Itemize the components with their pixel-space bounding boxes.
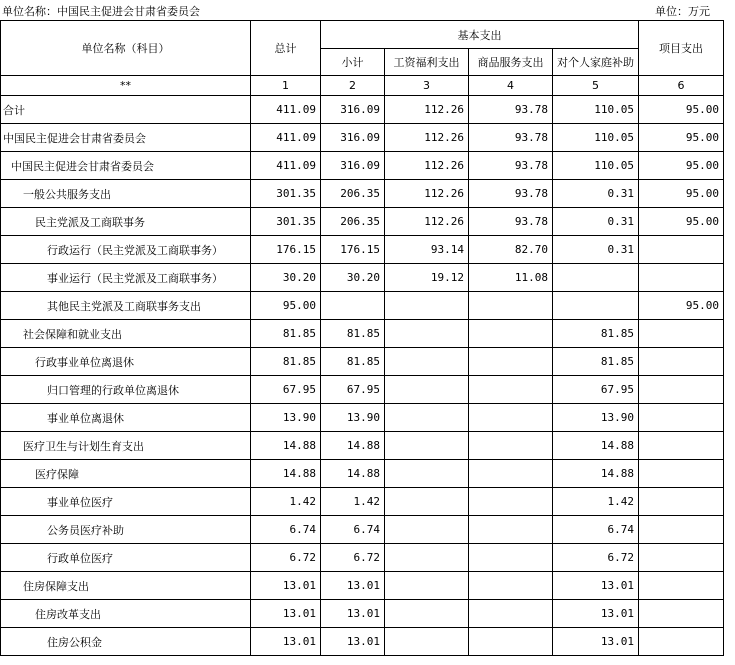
row-total-cell: 301.35 — [251, 180, 321, 208]
row-project-cell — [639, 600, 724, 628]
header-row-1 — [1, 21, 724, 49]
row-goods-cell — [469, 432, 553, 460]
row-salary-cell: 112.26 — [385, 124, 469, 152]
row-goods-cell: 11.08 — [469, 264, 553, 292]
col-header-subtotal: 小计 — [321, 49, 385, 76]
index-row — [1, 76, 724, 96]
row-project-cell: 95.00 — [639, 180, 724, 208]
unit-name-label: 单位名称：中国民主促进会甘肃省委员会 — [2, 5, 200, 18]
row-salary-cell — [385, 432, 469, 460]
row-project-cell: 95.00 — [639, 208, 724, 236]
row-personal-cell: 110.05 — [553, 124, 639, 152]
row-project-cell — [639, 460, 724, 488]
budget-table — [0, 20, 724, 656]
row-goods-cell — [469, 516, 553, 544]
index-cell: 2 — [321, 76, 385, 96]
row-salary-cell: 93.14 — [385, 236, 469, 264]
row-goods-cell — [469, 544, 553, 572]
row-personal-cell: 13.01 — [553, 572, 639, 600]
row-subtotal-cell: 316.09 — [321, 96, 385, 124]
row-name-cell: 归口管理的行政单位离退休 — [1, 376, 251, 404]
row-total-cell: 176.15 — [251, 236, 321, 264]
table-row — [1, 404, 724, 432]
row-personal-cell: 13.01 — [553, 600, 639, 628]
row-name-cell: 事业单位医疗 — [1, 488, 251, 516]
row-goods-cell — [469, 320, 553, 348]
row-subtotal-cell: 14.88 — [321, 432, 385, 460]
row-name-cell: 公务员医疗补助 — [1, 516, 251, 544]
row-name-cell: 合计 — [1, 96, 251, 124]
row-subtotal-cell: 13.01 — [321, 628, 385, 656]
row-goods-cell — [469, 348, 553, 376]
row-salary-cell — [385, 572, 469, 600]
row-total-cell: 13.01 — [251, 628, 321, 656]
index-cell: 5 — [553, 76, 639, 96]
row-name-cell: 中国民主促进会甘肃省委员会 — [1, 152, 251, 180]
row-salary-cell — [385, 320, 469, 348]
row-salary-cell — [385, 544, 469, 572]
row-personal-cell: 0.31 — [553, 208, 639, 236]
row-subtotal-cell: 1.42 — [321, 488, 385, 516]
table-row — [1, 544, 724, 572]
row-total-cell: 14.88 — [251, 460, 321, 488]
row-project-cell — [639, 432, 724, 460]
row-salary-cell — [385, 460, 469, 488]
row-goods-cell: 93.78 — [469, 152, 553, 180]
budget-table-body — [1, 96, 724, 656]
row-project-cell — [639, 488, 724, 516]
table-row — [1, 432, 724, 460]
table-row — [1, 96, 724, 124]
row-personal-cell: 13.90 — [553, 404, 639, 432]
row-total-cell: 81.85 — [251, 320, 321, 348]
row-subtotal-cell: 316.09 — [321, 152, 385, 180]
col-header-name: 单位名称（科目） — [1, 21, 251, 76]
row-subtotal-cell: 206.35 — [321, 208, 385, 236]
row-subtotal-cell: 6.74 — [321, 516, 385, 544]
row-total-cell: 95.00 — [251, 292, 321, 320]
row-project-cell: 95.00 — [639, 152, 724, 180]
table-row — [1, 208, 724, 236]
row-subtotal-cell: 81.85 — [321, 348, 385, 376]
row-project-cell — [639, 516, 724, 544]
row-goods-cell — [469, 600, 553, 628]
row-total-cell: 14.88 — [251, 432, 321, 460]
row-subtotal-cell: 316.09 — [321, 124, 385, 152]
col-header-personal: 对个人家庭补助 — [553, 49, 639, 76]
row-personal-cell: 110.05 — [553, 152, 639, 180]
row-personal-cell: 14.88 — [553, 460, 639, 488]
table-row — [1, 124, 724, 152]
row-goods-cell: 93.78 — [469, 96, 553, 124]
index-cell: 1 — [251, 76, 321, 96]
row-salary-cell — [385, 404, 469, 432]
table-row — [1, 600, 724, 628]
row-name-cell: 事业运行（民主党派及工商联事务） — [1, 264, 251, 292]
row-name-cell: 行政事业单位离退休 — [1, 348, 251, 376]
row-salary-cell: 112.26 — [385, 96, 469, 124]
row-name-cell: 一般公共服务支出 — [1, 180, 251, 208]
row-total-cell: 13.01 — [251, 572, 321, 600]
row-project-cell — [639, 544, 724, 572]
table-row — [1, 460, 724, 488]
row-goods-cell — [469, 460, 553, 488]
row-salary-cell — [385, 292, 469, 320]
row-name-cell: 民主党派及工商联事务 — [1, 208, 251, 236]
table-row — [1, 320, 724, 348]
row-goods-cell — [469, 488, 553, 516]
row-personal-cell — [553, 292, 639, 320]
row-total-cell: 301.35 — [251, 208, 321, 236]
row-name-cell: 社会保障和就业支出 — [1, 320, 251, 348]
row-total-cell: 13.01 — [251, 600, 321, 628]
row-salary-cell: 19.12 — [385, 264, 469, 292]
table-row — [1, 628, 724, 656]
row-name-cell: 行政运行（民主党派及工商联事务） — [1, 236, 251, 264]
row-subtotal-cell: 206.35 — [321, 180, 385, 208]
row-total-cell: 1.42 — [251, 488, 321, 516]
row-subtotal-cell — [321, 292, 385, 320]
index-cell: 4 — [469, 76, 553, 96]
row-name-cell: 其他民主党派及工商联事务支出 — [1, 292, 251, 320]
row-goods-cell: 93.78 — [469, 124, 553, 152]
table-row — [1, 236, 724, 264]
row-total-cell: 6.74 — [251, 516, 321, 544]
row-name-cell: 事业单位离退休 — [1, 404, 251, 432]
row-name-cell: 住房公积金 — [1, 628, 251, 656]
row-goods-cell — [469, 292, 553, 320]
row-subtotal-cell: 14.88 — [321, 460, 385, 488]
row-project-cell: 95.00 — [639, 124, 724, 152]
row-personal-cell: 6.74 — [553, 516, 639, 544]
row-salary-cell — [385, 376, 469, 404]
row-project-cell — [639, 236, 724, 264]
row-project-cell — [639, 264, 724, 292]
row-personal-cell: 81.85 — [553, 348, 639, 376]
row-subtotal-cell: 6.72 — [321, 544, 385, 572]
row-personal-cell: 81.85 — [553, 320, 639, 348]
report-header — [0, 0, 735, 22]
row-project-cell: 95.00 — [639, 96, 724, 124]
row-project-cell — [639, 572, 724, 600]
row-salary-cell: 112.26 — [385, 180, 469, 208]
table-row — [1, 516, 724, 544]
row-salary-cell — [385, 516, 469, 544]
table-row — [1, 572, 724, 600]
row-name-cell: 中国民主促进会甘肃省委员会 — [1, 124, 251, 152]
row-name-cell: 住房保障支出 — [1, 572, 251, 600]
table-row — [1, 376, 724, 404]
row-salary-cell: 112.26 — [385, 208, 469, 236]
row-project-cell — [639, 320, 724, 348]
row-project-cell: 95.00 — [639, 292, 724, 320]
row-personal-cell: 110.05 — [553, 96, 639, 124]
row-salary-cell — [385, 488, 469, 516]
row-subtotal-cell: 67.95 — [321, 376, 385, 404]
row-goods-cell: 93.78 — [469, 208, 553, 236]
index-cell: 3 — [385, 76, 469, 96]
col-header-goods: 商品服务支出 — [469, 49, 553, 76]
row-goods-cell — [469, 572, 553, 600]
row-goods-cell — [469, 628, 553, 656]
row-total-cell: 13.90 — [251, 404, 321, 432]
table-row — [1, 264, 724, 292]
table-row — [1, 488, 724, 516]
row-personal-cell: 14.88 — [553, 432, 639, 460]
row-goods-cell: 93.78 — [469, 180, 553, 208]
col-header-project: 项目支出 — [639, 21, 724, 76]
row-total-cell: 411.09 — [251, 96, 321, 124]
row-total-cell: 411.09 — [251, 124, 321, 152]
row-project-cell — [639, 404, 724, 432]
row-goods-cell — [469, 376, 553, 404]
row-personal-cell: 13.01 — [553, 628, 639, 656]
unit-measure-label: 单位：万元 — [655, 5, 710, 18]
row-subtotal-cell: 81.85 — [321, 320, 385, 348]
row-personal-cell: 1.42 — [553, 488, 639, 516]
row-project-cell — [639, 348, 724, 376]
index-cell: 6 — [639, 76, 724, 96]
row-goods-cell — [469, 404, 553, 432]
row-total-cell: 81.85 — [251, 348, 321, 376]
row-total-cell: 6.72 — [251, 544, 321, 572]
row-goods-cell: 82.70 — [469, 236, 553, 264]
row-subtotal-cell: 13.01 — [321, 600, 385, 628]
row-personal-cell: 6.72 — [553, 544, 639, 572]
row-name-cell: 医疗卫生与计划生育支出 — [1, 432, 251, 460]
index-cell: ** — [1, 76, 251, 96]
row-total-cell: 30.20 — [251, 264, 321, 292]
row-subtotal-cell: 13.01 — [321, 572, 385, 600]
row-subtotal-cell: 13.90 — [321, 404, 385, 432]
table-row — [1, 292, 724, 320]
row-project-cell — [639, 376, 724, 404]
row-salary-cell: 112.26 — [385, 152, 469, 180]
row-personal-cell — [553, 264, 639, 292]
table-row — [1, 348, 724, 376]
row-subtotal-cell: 30.20 — [321, 264, 385, 292]
row-name-cell: 行政单位医疗 — [1, 544, 251, 572]
row-total-cell: 411.09 — [251, 152, 321, 180]
table-row — [1, 152, 724, 180]
row-name-cell: 住房改革支出 — [1, 600, 251, 628]
col-header-salary: 工资福利支出 — [385, 49, 469, 76]
row-total-cell: 67.95 — [251, 376, 321, 404]
col-header-total: 总计 — [251, 21, 321, 76]
row-name-cell: 医疗保障 — [1, 460, 251, 488]
table-row — [1, 180, 724, 208]
row-salary-cell — [385, 628, 469, 656]
row-personal-cell: 67.95 — [553, 376, 639, 404]
row-personal-cell: 0.31 — [553, 180, 639, 208]
row-salary-cell — [385, 348, 469, 376]
col-header-basic: 基本支出 — [321, 21, 639, 49]
row-subtotal-cell: 176.15 — [321, 236, 385, 264]
row-salary-cell — [385, 600, 469, 628]
row-project-cell — [639, 628, 724, 656]
row-personal-cell: 0.31 — [553, 236, 639, 264]
